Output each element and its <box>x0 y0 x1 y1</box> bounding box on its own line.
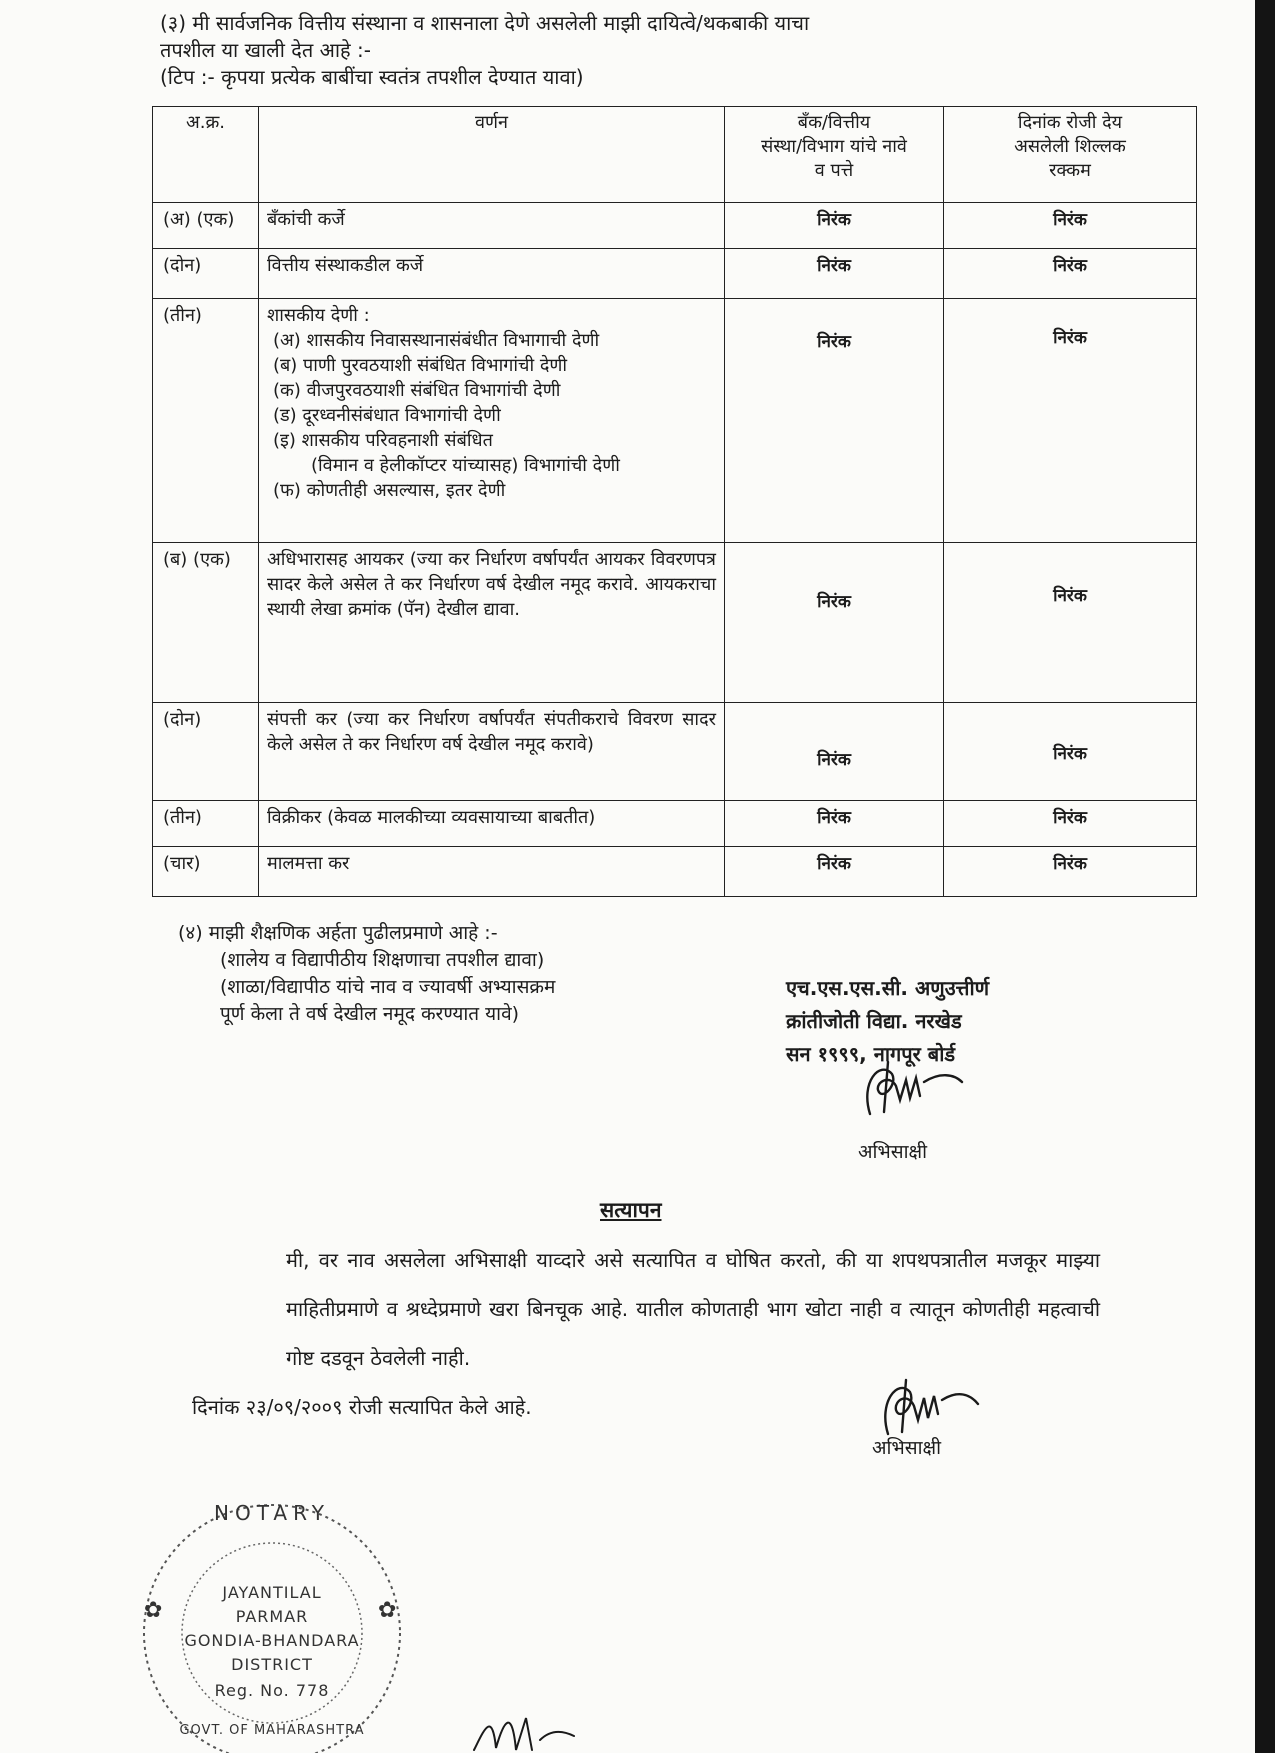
header-desc: वर्णन <box>259 107 725 203</box>
flower-icon: ✿ <box>378 1598 398 1623</box>
row-balance: निरंक <box>944 299 1197 543</box>
row-sn: (चार) <box>153 847 259 897</box>
education-answer-line: एच.एस.एस.सी. अणुउत्तीर्ण <box>786 976 990 1000</box>
sub-item: (क) वीजपुरवठयाशी संबंधित विभागांची देणी <box>273 380 561 401</box>
sub-item: (फ) कोणतीही असल्यास, इतर देणी <box>273 480 506 501</box>
stamp-district: GONDIA-BHANDARA <box>184 1631 360 1650</box>
row-sn: (ब) (एक) <box>153 543 259 703</box>
verification-paragraph: मी, वर नाव असलेला अभिसाक्षी याव्दारे असे सत्यापित व घोषित करतो, की या शपथपत्रातील मजकूर माझ्या माहितीप्रमाणे व श्रध्देप्रमाणे खरा बिनचूक आहे. यातील कोणताही भाग खोटा नाही व त्यातून कोणतीही महत्वाची गोष्ट दडवून ठेवलेली नाही. <box>286 1248 1100 1370</box>
liabilities-table <box>152 106 1197 897</box>
row-desc: बँकांची कर्जे <box>259 203 725 249</box>
stamp-notary: NOTARY <box>214 1501 330 1525</box>
education-line-2: (शालेय व विद्यापीठीय शिक्षणाचा तपशील द्यावा) <box>220 949 545 971</box>
table-row <box>153 703 1197 801</box>
table-row <box>153 203 1197 249</box>
row-balance: निरंक <box>944 249 1197 299</box>
header-balance-line: दिनांक रोजी देय <box>1017 112 1123 133</box>
row-desc: विक्रीकर (केवळ मालकीच्या व्यवसायाच्या बाबतीत) <box>259 801 725 847</box>
row-sn: (अ) (एक) <box>153 203 259 249</box>
table-row <box>153 801 1197 847</box>
row-desc: अधिभारासह आयकर (ज्या कर निर्धारण वर्षापर्यंत आयकर विवरणपत्र सादर केले असेल ते कर निर्धारण वर्ष देखील नमूद करावे. आयकराचा स्थायी लेखा क्रमांक (पॅन) देखील द्यावा. <box>259 543 725 703</box>
notary-stamp <box>132 1493 412 1753</box>
education-line-3: (शाळा/विद्यापीठ यांचे नाव व ज्यावर्षी अभ्यासक्रम <box>220 976 556 998</box>
row-balance: निरंक <box>944 847 1197 897</box>
signature-label-1: अभिसाक्षी <box>858 1141 928 1163</box>
table-row <box>153 299 1197 543</box>
row-sn: (तीन) <box>153 299 259 543</box>
sub-item: (अ) शासकीय निवासस्थानासंबंधीत विभागाची देणी <box>273 330 600 351</box>
row-desc: संपत्ती कर (ज्या कर निर्धारण वर्षापर्यंत संपतीकराचे विवरण सादर केले असेल ते कर निर्धारण वर्ष देखील नमूद करावे) <box>259 703 725 801</box>
row-balance: निरंक <box>944 543 1197 703</box>
stamp-name2: PARMAR <box>235 1607 309 1626</box>
stamp-govt: GOVT. OF MAHARASHTRA <box>179 1723 365 1738</box>
row-bank: निरंक <box>725 801 944 847</box>
header-bank <box>725 107 944 203</box>
verification-date-line: दिनांक २३/०९/२००९ रोजी सत्यापित केले आहे. <box>192 1395 532 1419</box>
intro-line-2: तपशील या खाली देत आहे :- <box>160 38 371 62</box>
sub-item: (ब) पाणी पुरवठयाशी संबंधित विभागांची देणी <box>273 355 568 376</box>
row-sn: (दोन) <box>153 703 259 801</box>
header-balance <box>944 107 1197 203</box>
header-sn: अ.क्र. <box>153 107 259 203</box>
row-sn: (दोन) <box>153 249 259 299</box>
sub-item: (विमान व हेलीकॉप्टर यांच्यासह) विभागांची देणी <box>311 455 620 476</box>
row-bank: निरंक <box>725 203 944 249</box>
row-balance: निरंक <box>944 703 1197 801</box>
education-line-1: (४) माझी शैक्षणिक अर्हता पुढीलप्रमाणे आहे :- <box>178 922 498 944</box>
verification-title: सत्यापन <box>600 1198 662 1222</box>
section-4-education <box>178 920 555 1028</box>
sub-item: (ड) दूरध्वनीसंबंधात विभागांची देणी <box>273 405 501 426</box>
row-desc-heading: शासकीय देणी : <box>267 305 370 326</box>
row-bank: निरंक <box>725 703 944 801</box>
stamp-reg: Reg. No. 778 <box>214 1681 330 1700</box>
row-bank: निरंक <box>725 543 944 703</box>
sub-item: (इ) शासकीय परिवहनाशी संबंधित <box>273 430 493 451</box>
row-balance: निरंक <box>944 801 1197 847</box>
scan-edge <box>1255 0 1275 1753</box>
education-answer-line: क्रांतीजोती विद्या. नरखेड <box>786 1009 962 1033</box>
signature-label-2: अभिसाक्षी <box>872 1437 942 1459</box>
row-desc <box>259 299 725 543</box>
stamp-name1: JAYANTILAL <box>222 1583 322 1602</box>
education-line-4: पूर्ण केला ते वर्ष देखील नमूद करण्यात यावे) <box>220 1003 520 1025</box>
intro-note: (टिप :- कृपया प्रत्येक बाबींचा स्वतंत्र तपशील देण्यात यावा) <box>160 65 584 89</box>
flower-icon: ✿ <box>144 1598 164 1623</box>
row-balance: निरंक <box>944 203 1197 249</box>
row-bank: निरंक <box>725 299 944 543</box>
header-balance-line: असलेली शिल्लक <box>1014 136 1126 157</box>
header-balance-line: रक्कम <box>1049 160 1091 181</box>
row-bank: निरंक <box>725 847 944 897</box>
row-sn: (तीन) <box>153 801 259 847</box>
signature-1 <box>850 1052 970 1132</box>
signature-3 <box>470 1700 580 1753</box>
table-row <box>153 847 1197 897</box>
table-row <box>153 249 1197 299</box>
header-bank-line: बँक/वित्तीय <box>797 112 871 133</box>
table-row <box>153 543 1197 703</box>
row-bank: निरंक <box>725 249 944 299</box>
education-answer-line: सन १९९९, नागपूर बोर्ड <box>786 1042 956 1066</box>
row-desc: मालमत्ता कर <box>259 847 725 897</box>
intro-line-1: (३) मी सार्वजनिक वित्तीय संस्थाना व शासनाला देणे असलेली माझी दायित्वे/थकबाकी याचा <box>160 11 810 35</box>
section-3-intro <box>160 10 809 91</box>
table-header-row <box>153 107 1197 203</box>
row-desc: वित्तीय संस्थाकडील कर्जे <box>259 249 725 299</box>
stamp-district2: DISTRICT <box>231 1655 313 1674</box>
header-bank-line: व पत्ते <box>814 160 854 181</box>
header-bank-line: संस्था/विभाग यांचे नावे <box>761 136 907 157</box>
